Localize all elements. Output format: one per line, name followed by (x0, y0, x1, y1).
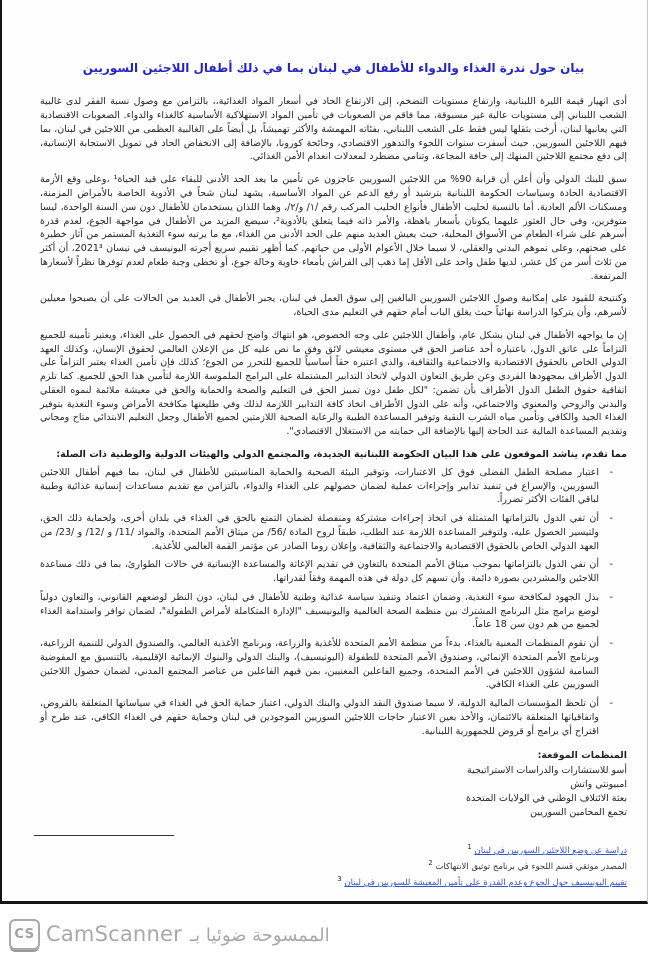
demand-item: - أن تقوم المنظمات المعنية بالغذاء، بدءاً من منظمة الأمم المتحدة للأغذية والزراعة، وبرنامج الأغذية العالمي، والصندوق الدولي للتنمية الزراعية، وبرنامج الأمم المتحدة الإنمائي، وصندوق الأمم المتحدة للطفولة (اليونيسيف)، والبنك الدولي والبنوك الإنمائية الإقليمية، بالتنسيق مع المفوضية السامية لشؤون اللاجئين في الأمم المتحدة، وجميع الفاعلين المعنيين، بمن فيهم الفاعلين من عناصر المجتمع المدني، لضمان حصول اللاجئين السوريين على الغذاء الكافي. (40, 637, 613, 692)
camscanner-logo-icon: CS (9, 919, 40, 950)
signatories-heading: المنظمات الموقعة: (537, 749, 627, 761)
paragraph-rights: إن ما يواجهه الأطفال في لبنان بشكل عام، وأطفال اللاجئين على وجه الخصوص، هو انتهاك واضح لحقهم في الحصول على الغذاء، ويعتبر تأمينه للجميع التزاماً على عاتق الدول، باعتباره أحد عناصر الحق في مستوى معيشي لائق وفق ما نص عليه كل من الإعلان العالمي لحقوق الإنسان، وكذلك العهد الدولي الخاص بالحقوق الاقتصادية والاجتماعية والثقافية، والذي اعتبره حقاً أساسياً للجميع للتحرر من الجوع؛ كذلك فإن تأمين الغذاء يعتبر التزاماً على الدول الأطراف بمجهودها الفردي وعن طريق التعاون الدولي لاتخاذ التدابير المشتملة على البرامج الملموسة اللازمة لتأمين هذا الحق للجميع. كما تلزم اتفاقية حقوق الطفل الدول الأطراف بأن تضمن: "لكل طفل دون تمييز الحق في التعليم والصحة والحماية والحق في معيشة ملائمة لنموه العقلي والبدني والروحي والمعنوي والاجتماعي، وأنه على الدول الأطراف اتخاذ كافة التدابير اللازمة لذلك وفي طليعتها مكافحة الأمراض وسوء التغذية بتوفير الغذاء الجيد والكافي وتأمين مياه الشرب النقية وتوفير المساعدة الطبية والرعاية الصحية اللازمتين لجميع الأطفال وجعل التعليم الابتدائي متاح ومجاني وتقديم المساعدة المالية عند الحاجة إليها بالإضافة الى حمايته من الاستغلال الاقتصادي". (40, 329, 627, 438)
footnote-text: المصدر موثقي قسم اللجوء في برنامج توثيق الانتهاكات (435, 862, 627, 873)
appeal-heading: مما تقدم، يناشد الموقعون على هذا البيان الحكومة اللبنانية الجديدة، والمجتمع الدولي والهيئات الدولية والوطنية ذات الصلة: (56, 449, 627, 460)
footnote-link[interactable]: دراسة عن وضع اللاجئين السوريين في لبنان (474, 846, 627, 857)
demand-item: - أن تفي الدول بالتزاماتها بموجب ميثاق الأمم المتحدة بالتعاون في تقديم الإغاثة والمساعدة الإنسانية في حالات الطوارئ، بما في ذلك مساعدة اللاجئين والمشردين بصورة دائمة. وأن تسهم كل دولة في هذه المهمة وفقاً لقدراتها. (40, 558, 613, 586)
footnote-number: 2 (428, 859, 433, 868)
document-content (2, 0, 647, 890)
paragraph-intro: أدى انهيار قيمة الليرة اللبنانية، وارتفاع مستويات التضخم، إلى الارتفاع الحاد في أسعار المواد الغذائية،، بالتزامن مع وصول نسبة الفقر لدى غالبية الشعب اللبناني إلى مستويات عالية غير مسبوقة، مما فاقم من الصعوبات في تأمين المواد الاستهلاكية الأساسية كالغذاء والدواء. الصعوبات الاقتصادية التي يعانيها لبنان، أرخت بثقلها ليس فقط على الشعب اللبناني، بفئاته المهمشة والأكثر تهميشاً، بل أيضاً على الغالبية العظمى من اللاجئين في لبنان، بما فيهم اللاجئين السوريين. حيث أسفرت سنوات اللجوء والتدهور الاقتصادي، وجائحة كورونا، بالإضافة إلى الانخفاض الحاد في تمويل الاستجابة الإنسانية، إلى دفع مجتمع اللاجئين المنهك إلى حافة المجاعة، وتنامي مضطرد لمعدلات انعدام الأمن الغذائي. (40, 96, 627, 163)
footnote-number: 1 (467, 843, 472, 852)
footnote (40, 842, 627, 858)
camscanner-brand: CamScanner (46, 922, 182, 946)
footnotes-section (40, 842, 627, 890)
signatory-name: بعثة الائتلاف الوطني في الولايات المتحدة (466, 792, 627, 804)
signatory-name: تجمع المحامين السوريين (530, 806, 627, 818)
demand-item: - بذل الجهود لمكافحة سوء التغذية، وضمان اعتماد وتنفيذ سياسة غذائية وطنية للأطفال في لبنان، دون النظر لوضعهم القانوني، والتعاون دولياً لوضع برامج مثل البرنامج المشترك بين منظمة الصحة العالمية واليونيسيف "الإدارة المتكاملة لأمراض الطفولة"، لضمان توافر واستدامة الغذاء لجميع من هم دون سن 18 عاماً. (40, 591, 613, 632)
paragraph-child-labour: وكنتيجة للقيود على إمكانية وصول اللاجئين السوريين البالغين إلى سوق العمل في لبنان، يجبر الأطفال في العديد من الحالات على أن يصبحوا معيلين لأسرهم، وأن يتركوا الدراسة نهائياً حيث يغلق الباب أمام حقهم في التعليم مدى الحياة، (40, 293, 627, 319)
footnote-link[interactable]: تقييم اليونيسيف حول الجوع وعدم القدرة على تأمين المعيشة للسوريين في لبنان (344, 878, 627, 889)
demand-item: - اعتبار مصلحة الطفل الفضلى فوق كل الاعتبارات، وتوفير البيئة الصحية والحماية المناسبتين للأطفال في لبنان، بما فيهم أطفال اللاجئين السوريين، والإسراع في تنفيذ تدابير وإجراءات عملية لضمان حصولهم على الغذاء والدواء، بالتزامن مع تقديم مساعدات إنسانية غذائية وطبية لباقي الفئات الأكثر تضرراً. (40, 466, 613, 507)
page-title: بيان حول ندرة الغذاء والدواء للأطفال في لبنان بما في ذلك أطفال اللاجئين السوريين (82, 61, 585, 75)
footnote-number: 3 (337, 875, 342, 884)
footnote (40, 858, 627, 874)
paragraph-world-bank: سبق للبنك الدولي وأن أعلن أن قرابة 90% من اللاجئين السوريين عاجزون عن تأمين ما يعد الحد الأدنى للبقاء على قيد الحياة¹ ،وعلى وقع الأزمة الاقتصادية الحادة وسياسات الحكومة اللبنانية بترشيد أو رفع الدعم عن المواد الأساسية، يشهد لبنان شحاً في الأدوية الخاصة بالأمراض المزمنة، ومسكنات الألم العادية. أما بالنسبة لحليب الأطفال فأنواع الحليب المركب رقم /١/ و/٢/، وهما اللذان يستخدمان للأطفال دون سن السنة الواحدة، ليسا متوفرين، وفي حال العثور عليهما يكونان بأسعار باهظة، والأمر ذاته فيما يتعلق بالأدوية²، سيضع المزيد من الأطفال في مواجهة الجوع، لعدم قدرة أسرهم على شراء الطعام من الأسواق المحلية، حيث يعيش العديد منهم على الحد الأدنى من الغذاء، مع ما يرتبه سوء التغذية المستمر من آثار خطيرة على صحتهم، وعلى نموهم البدني والعقلي، لا سيما خلال الأعوام الأولى من حياتهم. كما أظهر تقييم سريع أجرته اليونيسف في نيسان 2021³، أن أكثر من ثلاث أسر من كل عشر، لديها طفل واحد على الأقل إما ذهب إلى الفراش بأمعاء خاوية وحالة جوع، أو تخطى وجبة طعام لعدم توفرها نظراً لأسعارها المرتفعة. (40, 174, 627, 282)
footnote-separator (34, 835, 174, 836)
demand-item: - أن تفي الدول بالتزاماتها المتمثلة في اتخاذ إجراءات مشتركة ومنفصلة لضمان التمتع بالحق في الغذاء في بلدان أخرى، ولحماية ذلك الحق، ولتيسير الحصول عليه، ولتوفير المساعدة اللازمة عند الطلب، طبقاً لروح المادة /56/ من ميثاق الأمم المتحدة، والمواد /11/ و /12/ و /23/ من العهد الدولي الخاص بالحقوق الاقتصادية والاجتماعية والثقافية، وإعلان روما الصادر عن مؤتمر القمة العالمي للأغذية. (40, 512, 613, 553)
camscanner-watermark (0, 908, 651, 960)
demand-item: - أن تلحظ المؤسسات المالية الدولية، لا سيما صندوق النقد الدولي والبنك الدولي، اعتبار حماية الحق في الغذاء في سياساتها المتعلقة بالقروض، واتفاقياتها المتعلقة بالائتمان، والأخذ بعين الاعتبار حاجات اللاجئين السوريين الموجودين في لبنان وحماية حقهم في الغذاء الكافي، عند طرح أو اقتراح أي برامج أو قروض للجمهورية اللبنانية. (40, 697, 613, 738)
camscanner-arabic-label: الممسوحة ضوئيا بـ (189, 925, 330, 946)
footnote (40, 874, 627, 890)
demands-list (40, 466, 613, 739)
signatory-name: امبيونتي واتش (570, 779, 627, 791)
signatory-name: أسو للاستشارات والدراسات الاستراتيجية (467, 765, 627, 777)
